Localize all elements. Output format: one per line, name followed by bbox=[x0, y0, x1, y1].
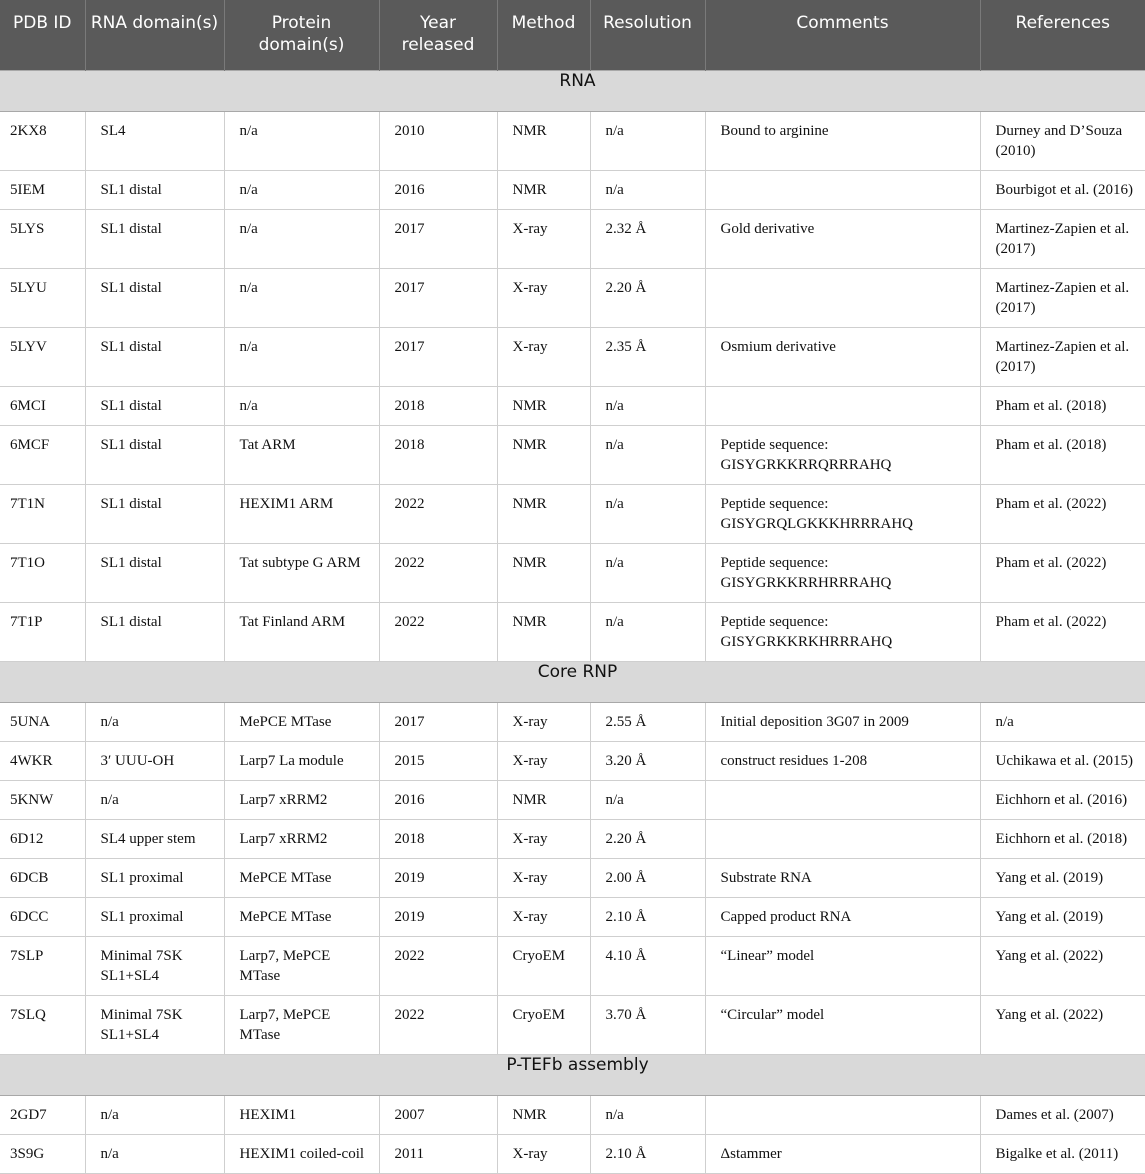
table-row bbox=[0, 485, 1145, 544]
rna-domain-cell: n/a bbox=[85, 781, 224, 820]
pdb-id-cell: 2KX8 bbox=[0, 112, 85, 171]
year-cell: 2022 bbox=[379, 485, 497, 544]
comments-cell: Bound to arginine bbox=[705, 112, 980, 171]
year-cell: 2018 bbox=[379, 820, 497, 859]
method-cell: X-ray bbox=[497, 742, 590, 781]
protein-domain-cell: n/a bbox=[224, 328, 379, 387]
method-cell: X-ray bbox=[497, 859, 590, 898]
header-method: Method bbox=[497, 0, 590, 71]
resolution-cell: 2.35 Å bbox=[590, 328, 705, 387]
rna-domain-cell: n/a bbox=[85, 1135, 224, 1174]
table-row bbox=[0, 1135, 1145, 1174]
protein-domain-cell: n/a bbox=[224, 210, 379, 269]
comments-cell bbox=[705, 1096, 980, 1135]
pdb-id-cell: 5IEM bbox=[0, 171, 85, 210]
resolution-cell: n/a bbox=[590, 781, 705, 820]
header-protein-domains: Protein domain(s) bbox=[224, 0, 379, 71]
resolution-cell: 2.32 Å bbox=[590, 210, 705, 269]
protein-domain-cell: MePCE MTase bbox=[224, 898, 379, 937]
references-cell: Bourbigot et al. (2016) bbox=[980, 171, 1145, 210]
header-rna-domains: RNA domain(s) bbox=[85, 0, 224, 71]
comments-cell bbox=[705, 387, 980, 426]
rna-domain-cell: SL4 bbox=[85, 112, 224, 171]
section-row bbox=[0, 71, 1145, 112]
rna-domain-cell: SL1 distal bbox=[85, 485, 224, 544]
pdb-id-cell: 5KNW bbox=[0, 781, 85, 820]
references-cell: Pham et al. (2018) bbox=[980, 426, 1145, 485]
table-row bbox=[0, 781, 1145, 820]
pdb-id-cell: 7SLQ bbox=[0, 996, 85, 1055]
header-pdb-id: PDB ID bbox=[0, 0, 85, 71]
references-cell: Bigalke et al. (2011) bbox=[980, 1135, 1145, 1174]
resolution-cell: n/a bbox=[590, 171, 705, 210]
comments-cell: Peptide sequence: GISYGRKKRRHRRRAHQ bbox=[705, 544, 980, 603]
comments-cell bbox=[705, 781, 980, 820]
table-row bbox=[0, 426, 1145, 485]
pdb-id-cell: 3S9G bbox=[0, 1135, 85, 1174]
method-cell: X-ray bbox=[497, 898, 590, 937]
pdb-id-cell: 6MCI bbox=[0, 387, 85, 426]
comments-cell: Δstammer bbox=[705, 1135, 980, 1174]
protein-domain-cell: MePCE MTase bbox=[224, 859, 379, 898]
year-cell: 2011 bbox=[379, 1135, 497, 1174]
references-cell: Yang et al. (2019) bbox=[980, 898, 1145, 937]
table-body bbox=[0, 71, 1145, 1174]
rna-domain-cell: n/a bbox=[85, 1096, 224, 1135]
comments-cell: “Circular” model bbox=[705, 996, 980, 1055]
references-cell: Eichhorn et al. (2016) bbox=[980, 781, 1145, 820]
protein-domain-cell: HEXIM1 coiled-coil bbox=[224, 1135, 379, 1174]
method-cell: X-ray bbox=[497, 820, 590, 859]
protein-domain-cell: Tat subtype G ARM bbox=[224, 544, 379, 603]
protein-domain-cell: Tat ARM bbox=[224, 426, 379, 485]
year-cell: 2017 bbox=[379, 328, 497, 387]
method-cell: X-ray bbox=[497, 1135, 590, 1174]
comments-cell: Gold derivative bbox=[705, 210, 980, 269]
header-year-released: Year released bbox=[379, 0, 497, 71]
references-cell: Martinez-Zapien et al. (2017) bbox=[980, 210, 1145, 269]
table-row bbox=[0, 387, 1145, 426]
method-cell: X-ray bbox=[497, 269, 590, 328]
comments-cell bbox=[705, 820, 980, 859]
references-cell: Martinez-Zapien et al. (2017) bbox=[980, 328, 1145, 387]
year-cell: 2022 bbox=[379, 937, 497, 996]
comments-cell bbox=[705, 171, 980, 210]
pdb-id-cell: 7T1N bbox=[0, 485, 85, 544]
resolution-cell: n/a bbox=[590, 485, 705, 544]
protein-domain-cell: Larp7 xRRM2 bbox=[224, 820, 379, 859]
method-cell: NMR bbox=[497, 781, 590, 820]
method-cell: NMR bbox=[497, 485, 590, 544]
references-cell: Martinez-Zapien et al. (2017) bbox=[980, 269, 1145, 328]
resolution-cell: 3.20 Å bbox=[590, 742, 705, 781]
resolution-cell: 2.55 Å bbox=[590, 703, 705, 742]
pdb-id-cell: 6DCC bbox=[0, 898, 85, 937]
comments-cell: Substrate RNA bbox=[705, 859, 980, 898]
resolution-cell: n/a bbox=[590, 387, 705, 426]
protein-domain-cell: Larp7 La module bbox=[224, 742, 379, 781]
comments-cell: Capped product RNA bbox=[705, 898, 980, 937]
protein-domain-cell: n/a bbox=[224, 269, 379, 328]
comments-cell: Peptide sequence: GISYGRKKRKHRRRAHQ bbox=[705, 603, 980, 662]
protein-domain-cell: n/a bbox=[224, 387, 379, 426]
resolution-cell: 2.20 Å bbox=[590, 269, 705, 328]
references-cell: Yang et al. (2022) bbox=[980, 996, 1145, 1055]
table-row bbox=[0, 603, 1145, 662]
references-cell: Uchikawa et al. (2015) bbox=[980, 742, 1145, 781]
rna-domain-cell: SL1 distal bbox=[85, 426, 224, 485]
comments-cell: Peptide sequence: GISYGRQLGKKKHRRRAHQ bbox=[705, 485, 980, 544]
pdb-id-cell: 5UNA bbox=[0, 703, 85, 742]
protein-domain-cell: HEXIM1 ARM bbox=[224, 485, 379, 544]
pdb-id-cell: 7SLP bbox=[0, 937, 85, 996]
rna-domain-cell: SL1 proximal bbox=[85, 859, 224, 898]
year-cell: 2016 bbox=[379, 171, 497, 210]
year-cell: 2015 bbox=[379, 742, 497, 781]
protein-domain-cell: MePCE MTase bbox=[224, 703, 379, 742]
comments-cell bbox=[705, 269, 980, 328]
year-cell: 2019 bbox=[379, 859, 497, 898]
pdb-id-cell: 7T1P bbox=[0, 603, 85, 662]
method-cell: NMR bbox=[497, 112, 590, 171]
resolution-cell: n/a bbox=[590, 544, 705, 603]
year-cell: 2022 bbox=[379, 603, 497, 662]
method-cell: NMR bbox=[497, 426, 590, 485]
method-cell: X-ray bbox=[497, 328, 590, 387]
year-cell: 2018 bbox=[379, 387, 497, 426]
table-row bbox=[0, 937, 1145, 996]
table-row bbox=[0, 859, 1145, 898]
header-resolution: Resolution bbox=[590, 0, 705, 71]
method-cell: NMR bbox=[497, 544, 590, 603]
protein-domain-cell: n/a bbox=[224, 171, 379, 210]
rna-domain-cell: SL1 distal bbox=[85, 269, 224, 328]
comments-cell: Initial deposition 3G07 in 2009 bbox=[705, 703, 980, 742]
method-cell: CryoEM bbox=[497, 937, 590, 996]
method-cell: X-ray bbox=[497, 210, 590, 269]
references-cell: Pham et al. (2022) bbox=[980, 603, 1145, 662]
table-row bbox=[0, 742, 1145, 781]
year-cell: 2007 bbox=[379, 1096, 497, 1135]
comments-cell: Osmium derivative bbox=[705, 328, 980, 387]
references-cell: n/a bbox=[980, 703, 1145, 742]
rna-domain-cell: Minimal 7SK SL1+SL4 bbox=[85, 937, 224, 996]
resolution-cell: 2.10 Å bbox=[590, 1135, 705, 1174]
year-cell: 2018 bbox=[379, 426, 497, 485]
table-row bbox=[0, 112, 1145, 171]
pdb-id-cell: 5LYS bbox=[0, 210, 85, 269]
rna-domain-cell: SL4 upper stem bbox=[85, 820, 224, 859]
protein-domain-cell: Larp7, MePCE MTase bbox=[224, 996, 379, 1055]
rna-domain-cell: SL1 distal bbox=[85, 210, 224, 269]
table-row bbox=[0, 544, 1145, 603]
references-cell: Pham et al. (2018) bbox=[980, 387, 1145, 426]
method-cell: NMR bbox=[497, 1096, 590, 1135]
table-row bbox=[0, 703, 1145, 742]
year-cell: 2016 bbox=[379, 781, 497, 820]
table-row bbox=[0, 269, 1145, 328]
rna-domain-cell: SL1 distal bbox=[85, 603, 224, 662]
resolution-cell: 2.20 Å bbox=[590, 820, 705, 859]
section-title: Core RNP bbox=[0, 662, 1145, 703]
table-header bbox=[0, 0, 1145, 71]
protein-domain-cell: Larp7 xRRM2 bbox=[224, 781, 379, 820]
year-cell: 2010 bbox=[379, 112, 497, 171]
rna-domain-cell: SL1 distal bbox=[85, 544, 224, 603]
references-cell: Pham et al. (2022) bbox=[980, 544, 1145, 603]
references-cell: Pham et al. (2022) bbox=[980, 485, 1145, 544]
resolution-cell: n/a bbox=[590, 426, 705, 485]
references-cell: Yang et al. (2022) bbox=[980, 937, 1145, 996]
resolution-cell: 2.00 Å bbox=[590, 859, 705, 898]
table-row bbox=[0, 996, 1145, 1055]
rna-domain-cell: SL1 proximal bbox=[85, 898, 224, 937]
rna-domain-cell: SL1 distal bbox=[85, 387, 224, 426]
references-cell: Eichhorn et al. (2018) bbox=[980, 820, 1145, 859]
method-cell: X-ray bbox=[497, 703, 590, 742]
method-cell: NMR bbox=[497, 171, 590, 210]
year-cell: 2017 bbox=[379, 703, 497, 742]
pdb-id-cell: 5LYU bbox=[0, 269, 85, 328]
pdb-id-cell: 6DCB bbox=[0, 859, 85, 898]
section-title: RNA bbox=[0, 71, 1145, 112]
year-cell: 2017 bbox=[379, 210, 497, 269]
table-row bbox=[0, 820, 1145, 859]
table-row bbox=[0, 171, 1145, 210]
rna-domain-cell: SL1 distal bbox=[85, 171, 224, 210]
comments-cell: Peptide sequence: GISYGRKKRRQRRRAHQ bbox=[705, 426, 980, 485]
section-row bbox=[0, 662, 1145, 703]
comments-cell: construct residues 1-208 bbox=[705, 742, 980, 781]
section-row bbox=[0, 1055, 1145, 1096]
protein-domain-cell: HEXIM1 bbox=[224, 1096, 379, 1135]
pdb-id-cell: 6D12 bbox=[0, 820, 85, 859]
resolution-cell: n/a bbox=[590, 1096, 705, 1135]
section-title: P-TEFb assembly bbox=[0, 1055, 1145, 1096]
table-row bbox=[0, 1096, 1145, 1135]
pdb-id-cell: 7T1O bbox=[0, 544, 85, 603]
pdb-id-cell: 6MCF bbox=[0, 426, 85, 485]
table-row bbox=[0, 328, 1145, 387]
year-cell: 2017 bbox=[379, 269, 497, 328]
header-comments: Comments bbox=[705, 0, 980, 71]
resolution-cell: 3.70 Å bbox=[590, 996, 705, 1055]
year-cell: 2019 bbox=[379, 898, 497, 937]
pdb-id-cell: 5LYV bbox=[0, 328, 85, 387]
resolution-cell: n/a bbox=[590, 112, 705, 171]
protein-domain-cell: Larp7, MePCE MTase bbox=[224, 937, 379, 996]
references-cell: Dames et al. (2007) bbox=[980, 1096, 1145, 1135]
resolution-cell: 2.10 Å bbox=[590, 898, 705, 937]
references-cell: Yang et al. (2019) bbox=[980, 859, 1145, 898]
rna-domain-cell: Minimal 7SK SL1+SL4 bbox=[85, 996, 224, 1055]
method-cell: CryoEM bbox=[497, 996, 590, 1055]
method-cell: NMR bbox=[497, 603, 590, 662]
pdb-id-cell: 2GD7 bbox=[0, 1096, 85, 1135]
resolution-cell: 4.10 Å bbox=[590, 937, 705, 996]
references-cell: Durney and D’Souza (2010) bbox=[980, 112, 1145, 171]
protein-domain-cell: Tat Finland ARM bbox=[224, 603, 379, 662]
comments-cell: “Linear” model bbox=[705, 937, 980, 996]
table-row bbox=[0, 210, 1145, 269]
rna-domain-cell: SL1 distal bbox=[85, 328, 224, 387]
rna-domain-cell: 3′ UUU-OH bbox=[85, 742, 224, 781]
year-cell: 2022 bbox=[379, 544, 497, 603]
pdb-id-cell: 4WKR bbox=[0, 742, 85, 781]
header-row bbox=[0, 0, 1145, 71]
resolution-cell: n/a bbox=[590, 603, 705, 662]
table-row bbox=[0, 898, 1145, 937]
rna-domain-cell: n/a bbox=[85, 703, 224, 742]
header-references: References bbox=[980, 0, 1145, 71]
method-cell: NMR bbox=[497, 387, 590, 426]
year-cell: 2022 bbox=[379, 996, 497, 1055]
protein-domain-cell: n/a bbox=[224, 112, 379, 171]
